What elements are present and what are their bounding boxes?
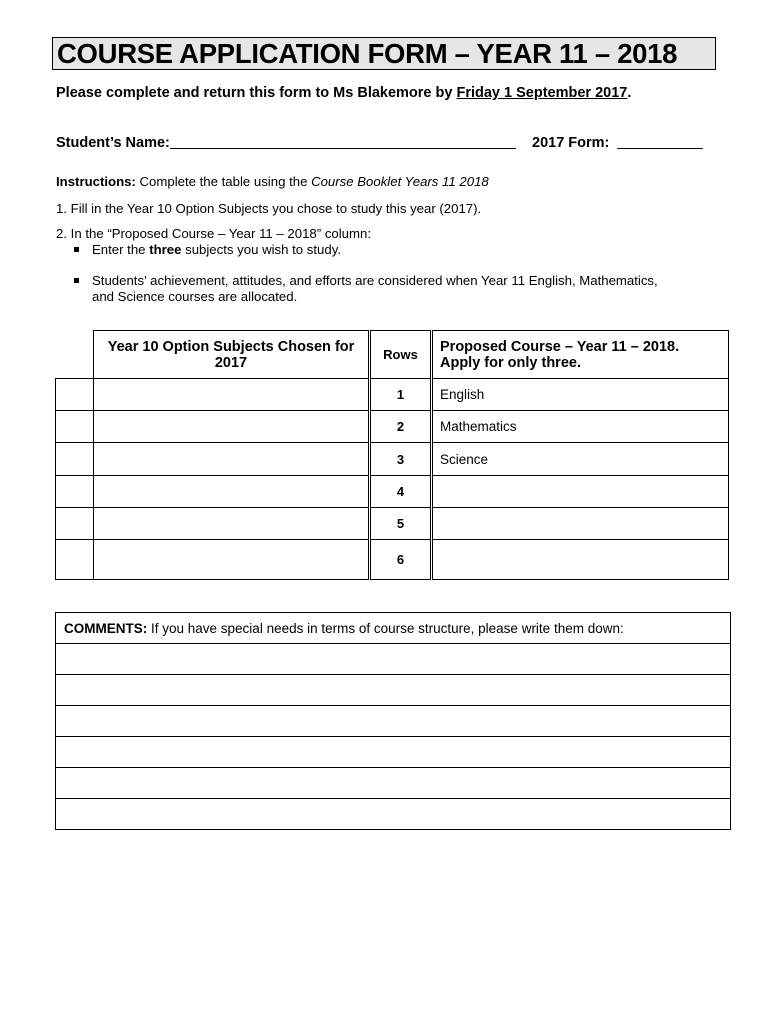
year10-subject-cell[interactable] bbox=[94, 508, 370, 540]
intro-sentence: Please complete and return this form to Ms Blakemore by bbox=[56, 85, 457, 101]
proposed-header-line2: Apply for only three. bbox=[440, 354, 581, 371]
year10-subject-cell[interactable] bbox=[94, 379, 370, 411]
year10-subject-cell[interactable] bbox=[94, 540, 370, 580]
row-select-cell[interactable] bbox=[56, 411, 94, 443]
comment-line[interactable] bbox=[56, 768, 731, 799]
comments-instructions: If you have special needs in terms of course structure, please write them down: bbox=[147, 620, 624, 636]
bullet1-pre: Enter the bbox=[92, 242, 150, 257]
form-class-row bbox=[532, 134, 703, 151]
bullet2-line1: Students’ achievement, attitudes, and efforts are considered when Year 11 English, Mathematics, bbox=[92, 273, 658, 288]
col-proposed-header bbox=[432, 331, 729, 379]
intro-text bbox=[56, 85, 631, 101]
form-title-box bbox=[52, 37, 716, 70]
instructions-label: Instructions: bbox=[56, 174, 136, 189]
proposed-course-cell[interactable]: Science bbox=[432, 443, 729, 476]
proposed-course-cell[interactable] bbox=[432, 508, 729, 540]
row-select-cell[interactable] bbox=[56, 476, 94, 508]
instruction-step-2: 2. In the “Proposed Course – Year 11 – 2018” column: bbox=[56, 226, 371, 241]
bullet2-line2: and Science courses are allocated. bbox=[92, 289, 298, 304]
proposed-course-cell[interactable] bbox=[432, 540, 729, 580]
comments-header-cell bbox=[56, 613, 731, 644]
deadline-date: Friday 1 September 2017 bbox=[456, 85, 628, 101]
course-selection-table bbox=[55, 330, 729, 580]
table-row bbox=[56, 379, 729, 411]
instruction-step-1: 1. Fill in the Year 10 Option Subjects you chose to study this year (2017). bbox=[56, 201, 482, 216]
table-row bbox=[56, 476, 729, 508]
student-name-row bbox=[56, 134, 516, 151]
student-name-label: Student’s Name: bbox=[56, 135, 170, 151]
table-header-row bbox=[56, 331, 729, 379]
row-select-cell[interactable] bbox=[56, 443, 94, 476]
form-class-field[interactable] bbox=[617, 134, 703, 149]
bullet1-post: subjects you wish to study. bbox=[181, 242, 341, 257]
row-number: 4 bbox=[370, 476, 432, 508]
comment-line[interactable] bbox=[56, 644, 731, 675]
proposed-course-cell[interactable]: Mathematics bbox=[432, 411, 729, 443]
comment-line[interactable] bbox=[56, 706, 731, 737]
bullet1-bold: three bbox=[149, 242, 182, 257]
row-number: 1 bbox=[370, 379, 432, 411]
proposed-course-cell[interactable]: English bbox=[432, 379, 729, 411]
row-select-cell[interactable] bbox=[56, 540, 94, 580]
proposed-course-cell[interactable] bbox=[432, 476, 729, 508]
form-title: COURSE APPLICATION FORM – YEAR 11 – 2018 bbox=[57, 38, 678, 69]
comments-table bbox=[55, 612, 731, 830]
bullet-enter-three bbox=[92, 242, 341, 257]
row-select-cell[interactable] bbox=[56, 379, 94, 411]
table-row bbox=[56, 540, 729, 580]
table-row bbox=[56, 443, 729, 476]
comments-header-row bbox=[56, 613, 731, 644]
row-select-cell[interactable] bbox=[56, 508, 94, 540]
bullet-square-icon bbox=[74, 247, 79, 252]
intro-end: . bbox=[627, 85, 632, 101]
row-number: 5 bbox=[370, 508, 432, 540]
col-year10-header: Year 10 Option Subjects Chosen for 2017 bbox=[94, 331, 370, 379]
student-name-field[interactable] bbox=[170, 134, 516, 149]
comment-line[interactable] bbox=[56, 675, 731, 706]
instructions-text: Complete the table using the bbox=[135, 174, 312, 189]
comments-label: COMMENTS: bbox=[64, 620, 148, 636]
proposed-header-line1: Proposed Course – Year 11 – 2018. bbox=[440, 338, 680, 355]
comment-line[interactable] bbox=[56, 737, 731, 768]
instructions-booklet: Course Booklet Years 11 2018 bbox=[311, 174, 489, 189]
row-number: 6 bbox=[370, 540, 432, 580]
col-rows-header: Rows bbox=[370, 331, 432, 379]
bullet-square-icon bbox=[74, 278, 79, 283]
row-number: 2 bbox=[370, 411, 432, 443]
year10-subject-cell[interactable] bbox=[94, 476, 370, 508]
bullet-allocation-note bbox=[92, 273, 658, 305]
comment-line[interactable] bbox=[56, 799, 731, 830]
table-row bbox=[56, 411, 729, 443]
form-class-label: 2017 Form: bbox=[532, 135, 610, 151]
checkbox-header-cell bbox=[56, 331, 94, 379]
year10-subject-cell[interactable] bbox=[94, 443, 370, 476]
year10-subject-cell[interactable] bbox=[94, 411, 370, 443]
instructions bbox=[56, 174, 489, 189]
table-row bbox=[56, 508, 729, 540]
row-number: 3 bbox=[370, 443, 432, 476]
